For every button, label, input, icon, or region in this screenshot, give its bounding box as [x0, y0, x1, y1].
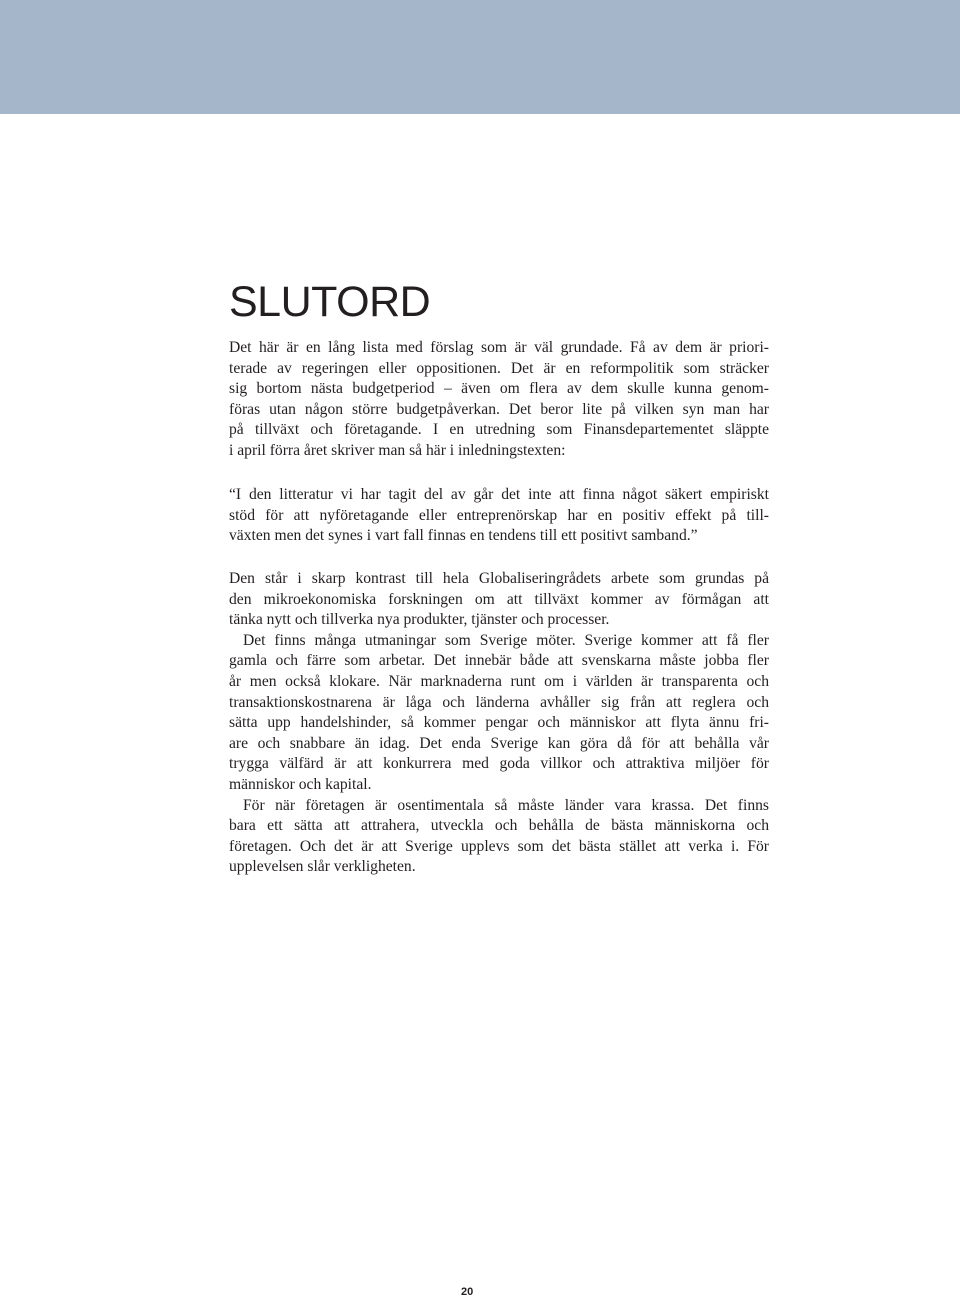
text-line: transaktionskostnarena är låga och länderna avhåller sig från att reglera och	[229, 693, 769, 711]
text-line: tänka nytt och tillverka nya produkter, tjänster och processer.	[229, 611, 610, 629]
text-line: trygga välfärd är att konkurrera med goda villkor och attraktiva miljöer för	[229, 755, 769, 773]
text-line: på tillväxt och företagande. I en utredning som Finansdepartementet släppte	[229, 421, 769, 439]
text-line: Det här är en lång lista med förslag som är väl grundade. Få av dem är priori-	[229, 339, 769, 356]
text-line: Den står i skarp kontrast till hela Globaliseringrådets arbete som grundas på	[229, 570, 769, 587]
text-line: år men också klokare. När marknaderna runt om i världen är transparenta och	[229, 672, 769, 690]
text-line: Det finns många utmaningar som Sverige möter. Sverige kommer att få fler	[243, 631, 769, 649]
page-number: 20	[461, 1286, 474, 1298]
text-line: företagen. Och det är att Sverige upplevs som det bästa stället att verka i. För	[229, 837, 769, 855]
header-band	[0, 0, 960, 114]
text-line: terade av regeringen eller oppositionen. Det är en reformpolitik som sträcker	[229, 359, 769, 377]
intro-paragraph	[229, 338, 769, 462]
text-line: stöd för att nyföretagande eller entreprenörskap har en positiv effekt på till-	[229, 506, 769, 524]
body-text	[229, 569, 769, 878]
text-line: För när företagen är osentimentala så måste länder vara krassa. Det finns	[243, 796, 769, 814]
text-line: “I den litteratur vi har tagit del av går det inte att finna något säkert empiriskt	[229, 486, 769, 503]
text-line: växten men det synes i vart fall finnas en tendens till ett positivt samband.”	[229, 527, 698, 545]
text-line: bara ett sätta att attrahera, utveckla och behålla de bästa människorna och	[229, 817, 769, 835]
page-title: SLUTORD	[229, 278, 431, 326]
text-line: människor och kapital.	[229, 775, 372, 793]
text-line: föras utan någon större budgetpåverkan. Det beror lite på vilken syn man har	[229, 400, 769, 418]
quote-paragraph	[229, 485, 769, 547]
text-line: sätta upp handelshinder, så kommer pengar och människor att flyta ännu fri-	[229, 714, 769, 732]
text-line: are och snabbare än idag. Det enda Sverige kan göra då för att behålla vår	[229, 734, 769, 752]
text-line: sig bortom nästa budgetperiod – även om flera av dem skulle kunna genom-	[229, 380, 769, 398]
text-line: den mikroekonomiska forskningen om att tillväxt kommer av förmågan att	[229, 590, 769, 608]
text-line: i april förra året skriver man så här i inledningstexten:	[229, 441, 566, 459]
text-line: gamla och färre som arbetar. Det innebär både att svenskarna måste jobba fler	[229, 652, 769, 670]
text-line: upplevelsen slår verkligheten.	[229, 858, 416, 876]
